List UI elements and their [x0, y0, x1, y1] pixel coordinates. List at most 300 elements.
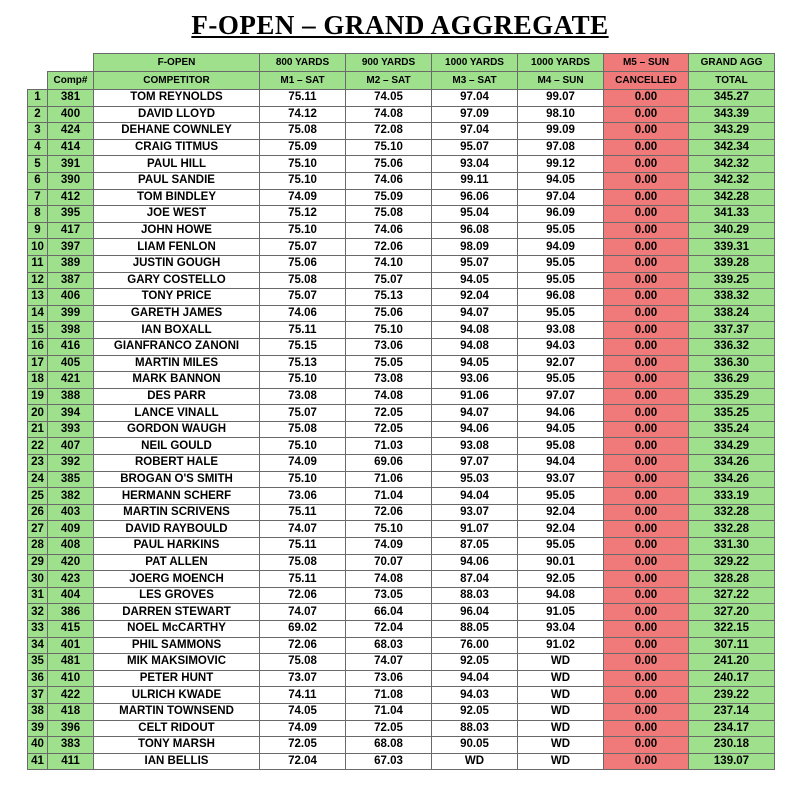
m2-score-cell: 68.03 — [346, 637, 432, 654]
m1-score-cell: 75.07 — [260, 239, 346, 256]
position-cell: 20 — [28, 405, 48, 422]
header-total: TOTAL — [689, 72, 775, 90]
m1-score-cell: 74.07 — [260, 604, 346, 621]
m3-score-cell: 87.05 — [432, 538, 518, 555]
competitor-name-cell: GORDON WAUGH — [94, 421, 260, 438]
m2-score-cell: 67.03 — [346, 753, 432, 770]
m2-score-cell: 75.09 — [346, 189, 432, 206]
m1-score-cell: 74.09 — [260, 455, 346, 472]
m5-score-cell: 0.00 — [604, 720, 689, 737]
comp-number-cell: 391 — [48, 156, 94, 173]
m1-score-cell: 69.02 — [260, 621, 346, 638]
total-score-cell: 338.32 — [689, 289, 775, 306]
table-row — [28, 538, 775, 555]
m5-score-cell: 0.00 — [604, 255, 689, 272]
position-cell: 3 — [28, 123, 48, 140]
table-row — [28, 255, 775, 272]
m2-score-cell: 75.06 — [346, 156, 432, 173]
comp-number-cell: 399 — [48, 305, 94, 322]
m5-score-cell: 0.00 — [604, 621, 689, 638]
competitor-name-cell: JOE WEST — [94, 206, 260, 223]
m2-score-cell: 75.08 — [346, 206, 432, 223]
position-cell: 15 — [28, 322, 48, 339]
position-cell: 30 — [28, 571, 48, 588]
m1-score-cell: 75.10 — [260, 172, 346, 189]
m1-score-cell: 72.05 — [260, 737, 346, 754]
m5-score-cell: 0.00 — [604, 737, 689, 754]
competitor-name-cell: ROBERT HALE — [94, 455, 260, 472]
m1-score-cell: 75.10 — [260, 372, 346, 389]
position-cell: 38 — [28, 703, 48, 720]
m5-score-cell: 0.00 — [604, 438, 689, 455]
header-cancelled: CANCELLED — [604, 72, 689, 90]
m4-score-cell: 94.04 — [518, 455, 604, 472]
comp-number-cell: 388 — [48, 388, 94, 405]
competitor-name-cell: JUSTIN GOUGH — [94, 255, 260, 272]
m3-score-cell: 93.08 — [432, 438, 518, 455]
position-cell: 5 — [28, 156, 48, 173]
m5-score-cell: 0.00 — [604, 206, 689, 223]
m4-score-cell: 99.09 — [518, 123, 604, 140]
header-m4: M4 – SUN — [518, 72, 604, 90]
total-score-cell: 335.25 — [689, 405, 775, 422]
m4-score-cell: 98.10 — [518, 106, 604, 123]
position-cell: 8 — [28, 206, 48, 223]
comp-number-cell: 398 — [48, 322, 94, 339]
comp-number-cell: 423 — [48, 571, 94, 588]
m1-score-cell: 74.07 — [260, 521, 346, 538]
m5-score-cell: 0.00 — [604, 604, 689, 621]
total-score-cell: 336.32 — [689, 338, 775, 355]
m1-score-cell: 75.11 — [260, 504, 346, 521]
m1-score-cell: 72.06 — [260, 637, 346, 654]
m4-score-cell: 91.05 — [518, 604, 604, 621]
position-cell: 40 — [28, 737, 48, 754]
table-row — [28, 471, 775, 488]
m3-score-cell: 94.04 — [432, 670, 518, 687]
total-score-cell: 327.20 — [689, 604, 775, 621]
m3-score-cell: 92.04 — [432, 289, 518, 306]
competitor-name-cell: ULRICH KWADE — [94, 687, 260, 704]
total-score-cell: 239.22 — [689, 687, 775, 704]
m1-score-cell: 75.10 — [260, 471, 346, 488]
m1-score-cell: 74.11 — [260, 687, 346, 704]
m2-score-cell: 73.08 — [346, 372, 432, 389]
m2-score-cell: 72.05 — [346, 421, 432, 438]
m2-score-cell: 69.06 — [346, 455, 432, 472]
comp-number-cell: 408 — [48, 538, 94, 555]
total-score-cell: 335.24 — [689, 421, 775, 438]
total-score-cell: 234.17 — [689, 720, 775, 737]
m4-score-cell: 94.05 — [518, 421, 604, 438]
total-score-cell: 333.19 — [689, 488, 775, 505]
m1-score-cell: 75.11 — [260, 538, 346, 555]
comp-number-cell: 421 — [48, 372, 94, 389]
m2-score-cell: 72.04 — [346, 621, 432, 638]
competitor-name-cell: TOM BINDLEY — [94, 189, 260, 206]
m5-score-cell: 0.00 — [604, 571, 689, 588]
m1-score-cell: 75.10 — [260, 156, 346, 173]
total-score-cell: 339.31 — [689, 239, 775, 256]
m4-score-cell: 97.08 — [518, 139, 604, 156]
position-cell: 17 — [28, 355, 48, 372]
competitor-name-cell: GIANFRANCO ZANONI — [94, 338, 260, 355]
total-score-cell: 237.14 — [689, 703, 775, 720]
m5-score-cell: 0.00 — [604, 172, 689, 189]
m4-score-cell: 99.07 — [518, 90, 604, 107]
header-m4-distance: 1000 YARDS — [518, 54, 604, 72]
m3-score-cell: 76.00 — [432, 637, 518, 654]
m4-score-cell: 95.05 — [518, 538, 604, 555]
total-score-cell: 342.28 — [689, 189, 775, 206]
total-score-cell: 332.28 — [689, 504, 775, 521]
comp-number-cell: 481 — [48, 654, 94, 671]
m4-score-cell: 96.08 — [518, 289, 604, 306]
m2-score-cell: 74.06 — [346, 222, 432, 239]
table-row — [28, 670, 775, 687]
header-grand-agg: GRAND AGG — [689, 54, 775, 72]
position-cell: 29 — [28, 554, 48, 571]
table-body — [28, 90, 775, 770]
competitor-name-cell: TONY MARSH — [94, 737, 260, 754]
m1-score-cell: 75.07 — [260, 405, 346, 422]
table-row — [28, 239, 775, 256]
total-score-cell: 241.20 — [689, 654, 775, 671]
competitor-name-cell: MARTIN TOWNSEND — [94, 703, 260, 720]
table-row — [28, 106, 775, 123]
m2-score-cell: 68.08 — [346, 737, 432, 754]
competitor-name-cell: GARETH JAMES — [94, 305, 260, 322]
m4-score-cell: WD — [518, 687, 604, 704]
m4-score-cell: 95.05 — [518, 488, 604, 505]
m5-score-cell: 0.00 — [604, 388, 689, 405]
table-row — [28, 571, 775, 588]
m4-score-cell: 96.09 — [518, 206, 604, 223]
comp-number-cell: 406 — [48, 289, 94, 306]
m4-score-cell: 92.04 — [518, 521, 604, 538]
header-m2-distance: 900 YARDS — [346, 54, 432, 72]
m2-score-cell: 74.08 — [346, 571, 432, 588]
comp-number-cell: 390 — [48, 172, 94, 189]
header-blank — [48, 54, 94, 72]
position-cell: 18 — [28, 372, 48, 389]
competitor-name-cell: LIAM FENLON — [94, 239, 260, 256]
m2-score-cell: 71.03 — [346, 438, 432, 455]
m4-score-cell: 94.09 — [518, 239, 604, 256]
m4-score-cell: 99.12 — [518, 156, 604, 173]
position-cell: 7 — [28, 189, 48, 206]
header-m1-distance: 800 YARDS — [260, 54, 346, 72]
position-cell: 24 — [28, 471, 48, 488]
position-cell: 2 — [28, 106, 48, 123]
total-score-cell: 342.32 — [689, 156, 775, 173]
m1-score-cell: 75.08 — [260, 272, 346, 289]
comp-number-cell: 405 — [48, 355, 94, 372]
m5-score-cell: 0.00 — [604, 239, 689, 256]
total-score-cell: 331.30 — [689, 538, 775, 555]
table-row — [28, 753, 775, 770]
m4-score-cell: 93.04 — [518, 621, 604, 638]
total-score-cell: 328.28 — [689, 571, 775, 588]
total-score-cell: 334.26 — [689, 471, 775, 488]
m5-score-cell: 0.00 — [604, 538, 689, 555]
m2-score-cell: 73.05 — [346, 587, 432, 604]
m3-score-cell: 96.06 — [432, 189, 518, 206]
m1-score-cell: 73.06 — [260, 488, 346, 505]
header-blank — [28, 54, 48, 72]
table-header — [28, 54, 775, 90]
competitor-name-cell: PAUL HARKINS — [94, 538, 260, 555]
m2-score-cell: 74.08 — [346, 106, 432, 123]
total-score-cell: 336.29 — [689, 372, 775, 389]
m3-score-cell: 93.06 — [432, 372, 518, 389]
comp-number-cell: 407 — [48, 438, 94, 455]
m2-score-cell: 66.04 — [346, 604, 432, 621]
m1-score-cell: 75.07 — [260, 289, 346, 306]
m3-score-cell: 90.05 — [432, 737, 518, 754]
table-row — [28, 338, 775, 355]
total-score-cell: 342.34 — [689, 139, 775, 156]
table-row — [28, 222, 775, 239]
m4-score-cell: 94.06 — [518, 405, 604, 422]
total-score-cell: 322.15 — [689, 621, 775, 638]
total-score-cell: 230.18 — [689, 737, 775, 754]
comp-number-cell: 422 — [48, 687, 94, 704]
competitor-name-cell: IAN BOXALL — [94, 322, 260, 339]
m3-score-cell: 94.08 — [432, 322, 518, 339]
m3-score-cell: 94.07 — [432, 305, 518, 322]
comp-number-cell: 394 — [48, 405, 94, 422]
m3-score-cell: 98.09 — [432, 239, 518, 256]
total-score-cell: 334.29 — [689, 438, 775, 455]
m2-score-cell: 75.10 — [346, 521, 432, 538]
competitor-name-cell: MARTIN SCRIVENS — [94, 504, 260, 521]
competitor-name-cell: DAVID LLOYD — [94, 106, 260, 123]
total-score-cell: 335.29 — [689, 388, 775, 405]
m1-score-cell: 75.13 — [260, 355, 346, 372]
competitor-name-cell: MARK BANNON — [94, 372, 260, 389]
m3-score-cell: 97.04 — [432, 90, 518, 107]
m1-score-cell: 75.08 — [260, 421, 346, 438]
table-row — [28, 737, 775, 754]
m3-score-cell: 94.03 — [432, 687, 518, 704]
table-row — [28, 687, 775, 704]
m4-score-cell: 95.05 — [518, 255, 604, 272]
m4-score-cell: 90.01 — [518, 554, 604, 571]
m4-score-cell: 95.05 — [518, 372, 604, 389]
m1-score-cell: 73.07 — [260, 670, 346, 687]
position-cell: 21 — [28, 421, 48, 438]
m1-score-cell: 75.15 — [260, 338, 346, 355]
competitor-name-cell: NEIL GOULD — [94, 438, 260, 455]
m2-score-cell: 75.06 — [346, 305, 432, 322]
header-m5-match: M5 – SUN — [604, 54, 689, 72]
competitor-name-cell: LANCE VINALL — [94, 405, 260, 422]
comp-number-cell: 404 — [48, 587, 94, 604]
comp-number-cell: 417 — [48, 222, 94, 239]
table-row — [28, 123, 775, 140]
m1-score-cell: 75.08 — [260, 654, 346, 671]
m1-score-cell: 75.09 — [260, 139, 346, 156]
comp-number-cell: 416 — [48, 338, 94, 355]
m2-score-cell: 72.05 — [346, 720, 432, 737]
total-score-cell: 332.28 — [689, 521, 775, 538]
m5-score-cell: 0.00 — [604, 753, 689, 770]
position-cell: 9 — [28, 222, 48, 239]
table-row — [28, 388, 775, 405]
m1-score-cell: 75.08 — [260, 123, 346, 140]
competitor-name-cell: PAUL SANDIE — [94, 172, 260, 189]
total-score-cell: 340.29 — [689, 222, 775, 239]
competitor-name-cell: CRAIG TITMUS — [94, 139, 260, 156]
total-score-cell: 343.39 — [689, 106, 775, 123]
position-cell: 1 — [28, 90, 48, 107]
m4-score-cell: 95.05 — [518, 222, 604, 239]
m5-score-cell: 0.00 — [604, 455, 689, 472]
table-row — [28, 654, 775, 671]
comp-number-cell: 410 — [48, 670, 94, 687]
table-row — [28, 322, 775, 339]
table-row — [28, 289, 775, 306]
comp-number-cell: 397 — [48, 239, 94, 256]
m4-score-cell: 95.08 — [518, 438, 604, 455]
m2-score-cell: 75.05 — [346, 355, 432, 372]
m3-score-cell: 93.07 — [432, 504, 518, 521]
m2-score-cell: 75.07 — [346, 272, 432, 289]
comp-number-cell: 396 — [48, 720, 94, 737]
header-comp-number: Comp# — [48, 72, 94, 90]
m4-score-cell: WD — [518, 737, 604, 754]
position-cell: 13 — [28, 289, 48, 306]
table-row — [28, 521, 775, 538]
comp-number-cell: 420 — [48, 554, 94, 571]
m5-score-cell: 0.00 — [604, 305, 689, 322]
table-row — [28, 355, 775, 372]
m4-score-cell: 92.05 — [518, 571, 604, 588]
table-row — [28, 621, 775, 638]
comp-number-cell: 387 — [48, 272, 94, 289]
table-row — [28, 421, 775, 438]
position-cell: 12 — [28, 272, 48, 289]
m4-score-cell: WD — [518, 703, 604, 720]
m5-score-cell: 0.00 — [604, 521, 689, 538]
m4-score-cell: 97.07 — [518, 388, 604, 405]
m2-score-cell: 75.10 — [346, 139, 432, 156]
comp-number-cell: 409 — [48, 521, 94, 538]
position-cell: 32 — [28, 604, 48, 621]
m3-score-cell: 94.05 — [432, 272, 518, 289]
m4-score-cell: 94.03 — [518, 338, 604, 355]
position-cell: 36 — [28, 670, 48, 687]
m1-score-cell: 75.06 — [260, 255, 346, 272]
competitor-name-cell: TONY PRICE — [94, 289, 260, 306]
position-cell: 27 — [28, 521, 48, 538]
table-row — [28, 172, 775, 189]
competitor-name-cell: PAUL HILL — [94, 156, 260, 173]
total-score-cell: 336.30 — [689, 355, 775, 372]
comp-number-cell: 385 — [48, 471, 94, 488]
competitor-name-cell: DAVID RAYBOULD — [94, 521, 260, 538]
total-score-cell: 343.29 — [689, 123, 775, 140]
comp-number-cell: 392 — [48, 455, 94, 472]
table-row — [28, 488, 775, 505]
m3-score-cell: 94.05 — [432, 355, 518, 372]
total-score-cell: 240.17 — [689, 670, 775, 687]
comp-number-cell: 411 — [48, 753, 94, 770]
m5-score-cell: 0.00 — [604, 421, 689, 438]
competitor-name-cell: CELT RIDOUT — [94, 720, 260, 737]
competitor-name-cell: HERMANN SCHERF — [94, 488, 260, 505]
m2-score-cell: 73.06 — [346, 338, 432, 355]
m2-score-cell: 73.06 — [346, 670, 432, 687]
m5-score-cell: 0.00 — [604, 703, 689, 720]
table-row — [28, 206, 775, 223]
table-row — [28, 372, 775, 389]
position-cell: 41 — [28, 753, 48, 770]
m4-score-cell: WD — [518, 720, 604, 737]
m3-score-cell: 92.05 — [432, 703, 518, 720]
m3-score-cell: 92.05 — [432, 654, 518, 671]
table-row — [28, 156, 775, 173]
m5-score-cell: 0.00 — [604, 637, 689, 654]
m1-score-cell: 72.06 — [260, 587, 346, 604]
m5-score-cell: 0.00 — [604, 654, 689, 671]
m4-score-cell: 94.05 — [518, 172, 604, 189]
m1-score-cell: 75.11 — [260, 571, 346, 588]
header-row-2 — [28, 72, 775, 90]
m2-score-cell: 71.06 — [346, 471, 432, 488]
comp-number-cell: 401 — [48, 637, 94, 654]
comp-number-cell: 395 — [48, 206, 94, 223]
header-m1: M1 – SAT — [260, 72, 346, 90]
comp-number-cell: 383 — [48, 737, 94, 754]
m3-score-cell: 94.08 — [432, 338, 518, 355]
header-competitor: COMPETITOR — [94, 72, 260, 90]
competitor-name-cell: GARY COSTELLO — [94, 272, 260, 289]
table-row — [28, 455, 775, 472]
position-cell: 4 — [28, 139, 48, 156]
m4-score-cell: WD — [518, 670, 604, 687]
m5-score-cell: 0.00 — [604, 189, 689, 206]
m1-score-cell: 74.06 — [260, 305, 346, 322]
page-title: F-OPEN – GRAND AGGREGATE — [191, 10, 609, 40]
m5-score-cell: 0.00 — [604, 355, 689, 372]
position-cell: 33 — [28, 621, 48, 638]
comp-number-cell: 412 — [48, 189, 94, 206]
total-score-cell: 342.32 — [689, 172, 775, 189]
competitor-name-cell: PETER HUNT — [94, 670, 260, 687]
m5-score-cell: 0.00 — [604, 338, 689, 355]
m2-score-cell: 74.05 — [346, 90, 432, 107]
m5-score-cell: 0.00 — [604, 322, 689, 339]
m3-score-cell: 91.06 — [432, 388, 518, 405]
m4-score-cell: 93.07 — [518, 471, 604, 488]
comp-number-cell: 393 — [48, 421, 94, 438]
m4-score-cell: WD — [518, 753, 604, 770]
m5-score-cell: 0.00 — [604, 504, 689, 521]
m3-score-cell: 97.04 — [432, 123, 518, 140]
competitor-name-cell: TOM REYNOLDS — [94, 90, 260, 107]
m2-score-cell: 72.05 — [346, 405, 432, 422]
m4-score-cell: 92.07 — [518, 355, 604, 372]
total-score-cell: 341.33 — [689, 206, 775, 223]
comp-number-cell: 389 — [48, 255, 94, 272]
position-cell: 31 — [28, 587, 48, 604]
comp-number-cell: 415 — [48, 621, 94, 638]
header-m3: M3 – SAT — [432, 72, 518, 90]
m3-score-cell: 87.04 — [432, 571, 518, 588]
m2-score-cell: 71.08 — [346, 687, 432, 704]
